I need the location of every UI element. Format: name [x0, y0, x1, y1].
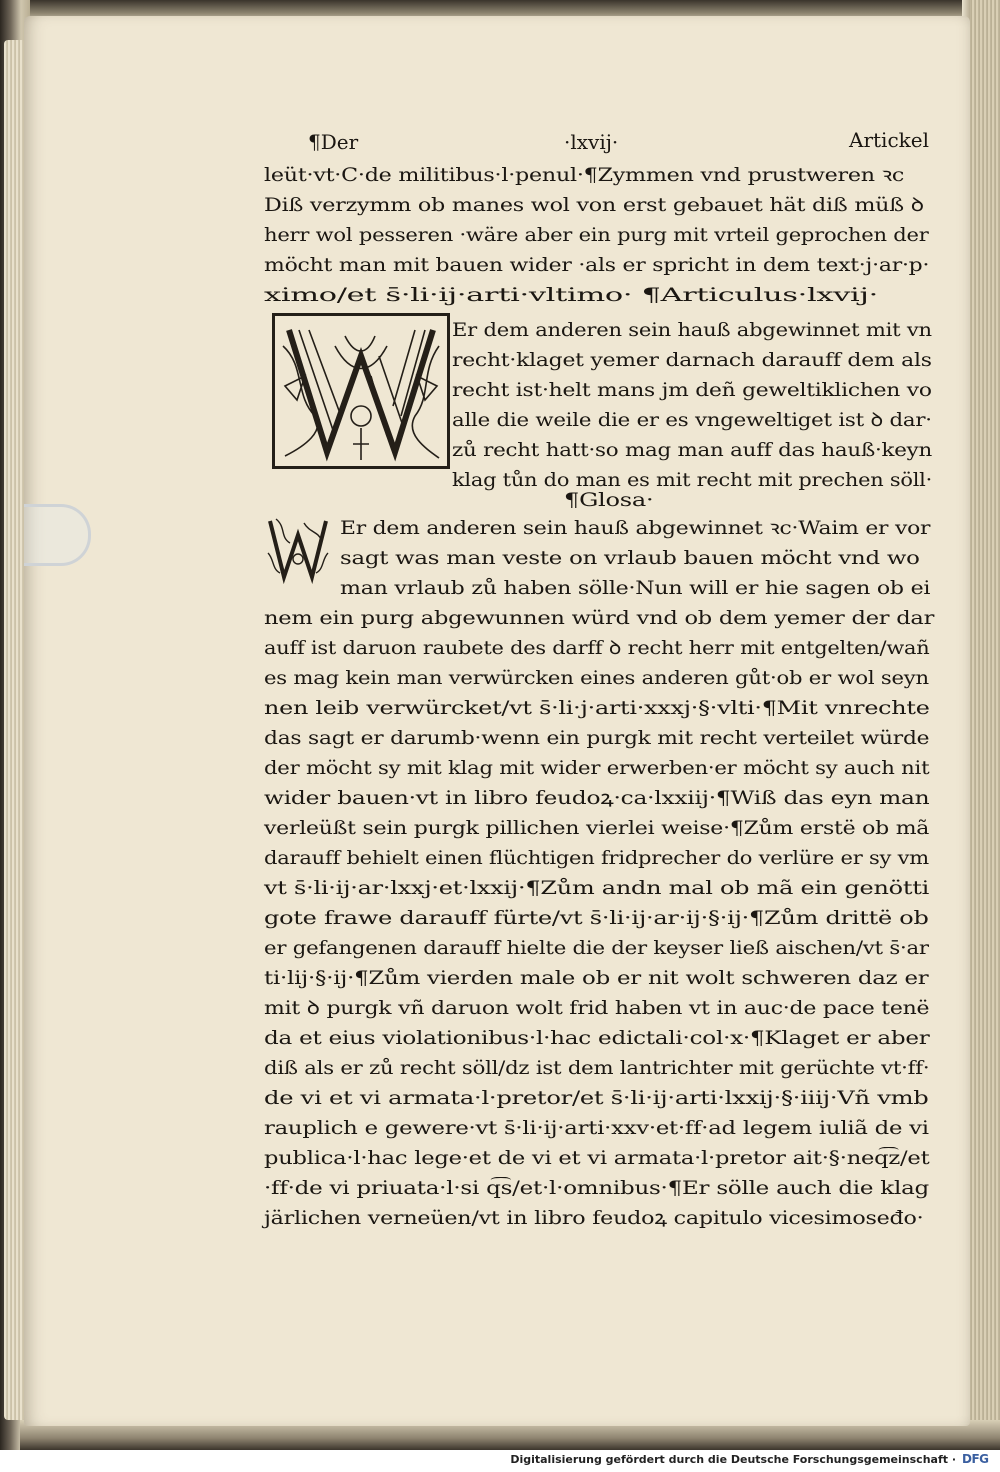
footer-bar — [0, 1450, 1000, 1472]
dfg-logo: DFG — [962, 1452, 989, 1466]
text-line: mit ꝺ purgk vñ daruon wolt frid haben vt in auc·de pace tenë — [264, 997, 930, 1019]
decorated-initial-w — [264, 513, 332, 585]
text-line: darauff behielt einen flüchtigen fridprecher do verlüre er sy vm — [264, 847, 929, 869]
text-line: Er dem anderen sein hauß abgewinnet ꝛc·Waim er vor — [340, 517, 931, 539]
text-line: verleüßt sein purgk pillichen vierlei weise·¶Zům erstë ob mã — [264, 817, 930, 839]
text-line: das sagt er darumb·wenn ein purgk mit recht verteilet würde — [264, 727, 930, 749]
text-line: er gefangenen darauff hielte die der keyser ließ aischen/vt s̄·ar — [264, 937, 929, 959]
text-line: herr wol pesseren ·wäre aber ein purg mit vrteil geprochen der — [264, 224, 929, 246]
text-line: man vrlaub zů haben sölle·Nun will er hie sagen ob ei — [340, 577, 931, 599]
text-line: möcht man mit bauen wider ·als er spricht in dem text·j·ar·p· — [264, 254, 930, 276]
text-line: nem ein purg abgewunnen würd vnd ob dem yemer der dar — [264, 607, 935, 629]
text-line: recht·klaget yemer darnach darauff dem als — [452, 349, 932, 371]
woodcut-initial-w — [272, 313, 450, 469]
page-clip — [24, 504, 91, 566]
book-page — [24, 16, 970, 1426]
text-line: Er dem anderen sein hauß abgewinnet mit vn — [452, 319, 932, 341]
text-line: gote frawe darauff fürte/vt s̄·li·ij·ar·ij·§·ij·¶Zům drittë ob — [264, 907, 929, 929]
text-line: zů recht hatt·so mag man auff das hauß·keyn — [452, 439, 933, 461]
text-line: sagt was man veste on vrlaub bauen möcht vnd wo — [340, 547, 920, 569]
text-line: auff ist daruon raubete des darff ꝺ recht herr mit entgelten/wañ — [264, 637, 930, 659]
folio-number: ·lxvij· — [564, 130, 619, 154]
funding-credit: Digitalisierung gefördert durch die Deutsche Forschungsgemeinschaft · — [510, 1453, 956, 1466]
text-line: rauplich e gewere·vt s̄·li·ij·arti·xxv·et·ff·ad legem iuliã de vi — [264, 1117, 929, 1139]
text-line: leüt·vt·C·de militibus·l·penul·¶Zymmen vnd prustweren ꝛc — [264, 164, 905, 186]
text-line: Diß verzymm ob manes wol von erst gebauet hät diß müß ꝺ — [264, 194, 924, 216]
text-line: recht ist·helt mans jm deñ geweltiklichen vo — [452, 379, 932, 401]
page-stack-left — [4, 40, 26, 1420]
text-line: järlichen verneüen/vt in libro feudoꝝ capitulo vicesimoseđo· — [264, 1207, 924, 1229]
running-head-left: ¶Der — [308, 130, 359, 154]
text-line: de vi et vi armata·l·pretor/et s̄·li·ij·arti·lxxij·§·iiij·Vñ vmb — [264, 1087, 929, 1109]
text-line: da et eius violationibus·l·hac edictali·col·x·¶Klaget er aber — [264, 1027, 930, 1049]
text-line: es mag kein man verwürcken eines anderen gůt·ob er wol seyn — [264, 667, 929, 689]
text-line: ximo/et s̄·li·ij·arti·vltimo· ¶Articulus·lxvij· — [264, 284, 878, 306]
text-line: publica·l·hac lege·et de vi et vi armata·l·pretor ait·§·neq͡z/et — [264, 1147, 930, 1169]
page-stack-right — [968, 0, 1000, 1450]
text-line: alle die weile die er es vngeweltiget ist ꝺ dar· — [452, 409, 932, 431]
text-line: ti·lij·§·ij·¶Zům vierden male ob er nit wolt schweren daz er — [264, 967, 929, 989]
text-line: wider bauen·vt in libro feudoꝝ·ca·lxxiij·¶Wiß das eyn man — [264, 787, 930, 809]
running-head-right: Artickel — [849, 128, 929, 152]
text-line: ·ff·de vi priuata·l·si q͡s/et·l·omnibus·¶Er sölle auch die klag — [264, 1177, 930, 1199]
text-line: klag tůn do man es mit recht mit prechen söll· — [452, 469, 933, 491]
running-head — [264, 128, 929, 160]
text-line: ¶Glosa· — [564, 489, 654, 511]
text-line: diß als er zů recht söll/dz ist dem lantrichter mit gerüchte vt·ff· — [264, 1057, 930, 1079]
text-line: nen leib verwürcket/vt s̄·li·j·arti·xxxj·§·vlti·¶Mit vnrechte — [264, 697, 930, 719]
text-line: der möcht sy mit klag mit wider erwerben·er möcht sy auch nit — [264, 757, 930, 779]
text-line: vt s̄·li·ij·ar·lxxj·et·lxxij·¶Zům andn mal ob mã ein genötti — [264, 877, 930, 899]
